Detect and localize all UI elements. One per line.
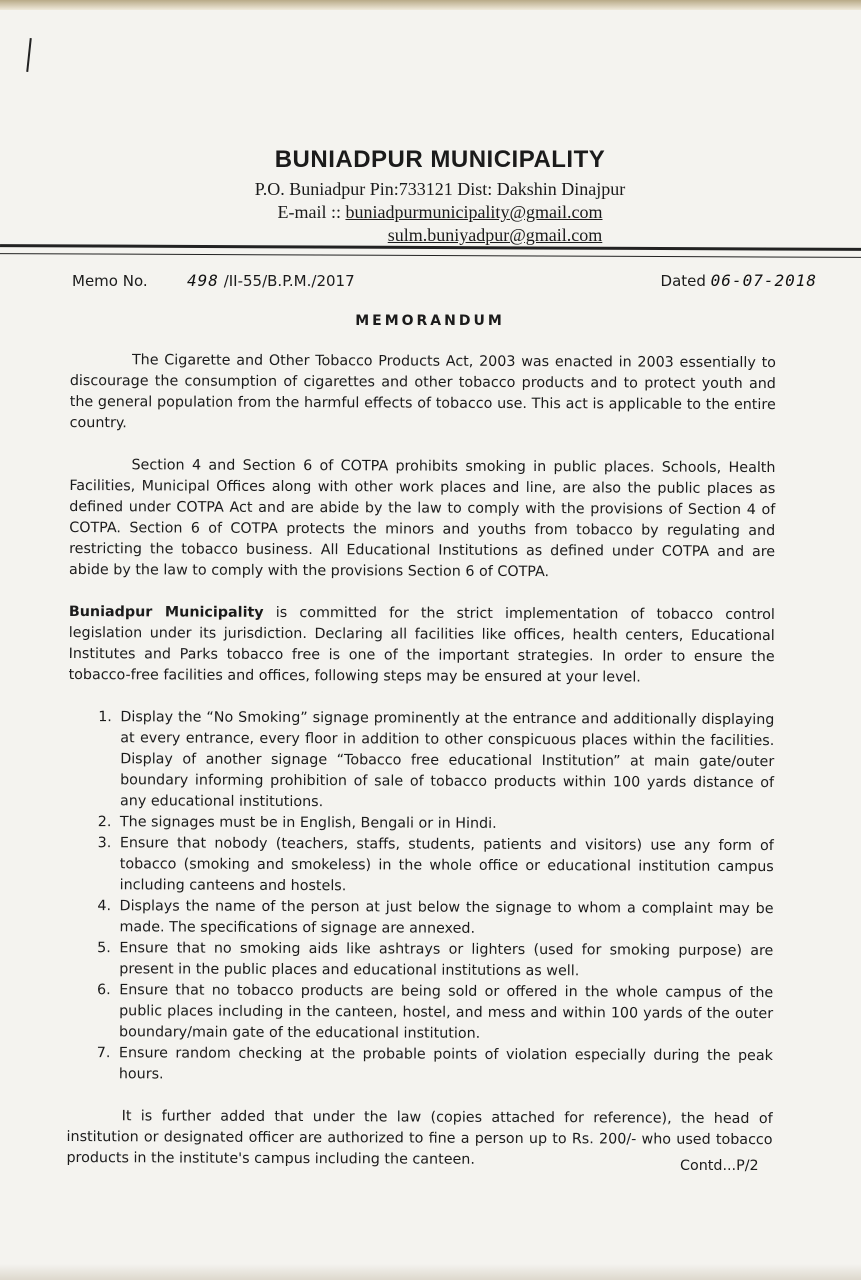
handwritten-margin-mark: [26, 38, 32, 72]
fine-paragraph: It is further added that under the law (copies attached for reference), the head of institution or designated officer are authorized to fine a person up to Rs. 200/- who used tobacco products in the institute's campus including the canteen.: [66, 1108, 773, 1168]
paragraph-implementation: [69, 602, 775, 689]
step-list-item: 4. Displays the name of the person at just below the signage to whom a complaint may be made. The specifications of signage are annexed.: [115, 896, 773, 941]
memo-number: [187, 270, 355, 292]
organization-name: BUNIADPUR MUNICIPALITY: [274, 146, 606, 173]
step-list-item: 7. Ensure random checking at the probable points of violation especially during the peak hours.: [115, 1043, 773, 1088]
letterhead-divider: [0, 244, 861, 258]
letterhead: [180, 146, 700, 247]
paper-top-edge: [0, 0, 861, 10]
email-label: E-mail ::: [277, 202, 346, 222]
paper-bottom-shadow: [0, 1264, 861, 1280]
document-heading: MEMORANDUM: [355, 313, 505, 329]
municipality-name-emphasis: Buniadpur Municipality: [68, 603, 264, 621]
primary-email: buniadpurmunicipality@gmail.com: [345, 202, 603, 222]
paragraph-act-background: The Cigarette and Other Tobacco Products Act, 2003 was enacted in 2003 essentially to discourage the consumption of cigarettes and other tobacco products and to protect youth and the general population from the harmful effects of tobacco use. This act is applicable to the entire country.: [69, 352, 776, 432]
secondary-email: sulm.buniyadpur@gmail.com: [387, 225, 603, 245]
step-list-item: 2. The signages must be in English, Bengali or in Hindi.: [116, 812, 774, 836]
memo-date: [661, 270, 817, 292]
memo-label: Memo No.: [72, 272, 148, 290]
step-list-item: 1. Display the “No Smoking” signage prominently at the entrance and additionally displaying at every entrance, every floor in addition to other conspicuous places within the facilities. Display of another signage “Tobacco free educational Institution” at main gate/outer boundary informing prohibition of sale of tobacco products within 100 yards distance of any educational institutions.: [116, 707, 774, 815]
handwritten-date: 06-07-2018: [710, 271, 817, 290]
paragraph-cotpa-sections: Section 4 and Section 6 of COTPA prohibits smoking in public places. Schools, Health Facilities, Municipal Offices along with other work places and line, are also the public places as defined under COTPA Act and are abide by the law to comply with the provisions of Section 4 of COTPA. Section 6 of COTPA protects the minors and youths from tobacco by regulating and restricting the tobacco business. All Educational Institutions as defined under COTPA and are abide by the law to comply with the provisions Section 6 of COTPA.: [69, 457, 776, 581]
date-label: Dated: [660, 272, 706, 290]
memo-number-suffix: /II-55/B.P.M./2017: [223, 272, 355, 290]
tobacco-control-steps: [67, 707, 775, 1088]
step-list-item: 6. Ensure that no tobacco products are being sold or offered in the whole campus of the public places including in the canteen, hostel, and mess and within 100 yards of the outer boundary/main gate of the educational institution.: [115, 980, 773, 1046]
address-line: P.O. Buniadpur Pin:733121 Dist: Dakshin Dinajpur: [254, 179, 626, 199]
implementation-text: is committed for the strict implementation of tobacco control legislation under its jurisdiction. Declaring all facilities like offices, health centers, Educational Institutes and Parks tobacco free is one of the important strategies. In order to ensure the tobacco-free facilities and offices, following steps may be ensured at your level.: [68, 604, 775, 686]
step-list-item: 3. Ensure that nobody (teachers, staffs, students, patients and visitors) use any form of tobacco (smoking and smokeless) in the whole office or educational institution campus including canteens and hostels.: [116, 833, 774, 899]
continued-marker: Contd...P/2: [680, 1158, 759, 1174]
email-block: [180, 201, 700, 247]
step-list-item: 5. Ensure that no smoking aids like ashtrays or lighters (used for smoking purpose) are present in the public places and educational institutions as well.: [115, 938, 773, 983]
document-body: [66, 350, 776, 1172]
handwritten-memo-number: 498: [187, 271, 219, 290]
